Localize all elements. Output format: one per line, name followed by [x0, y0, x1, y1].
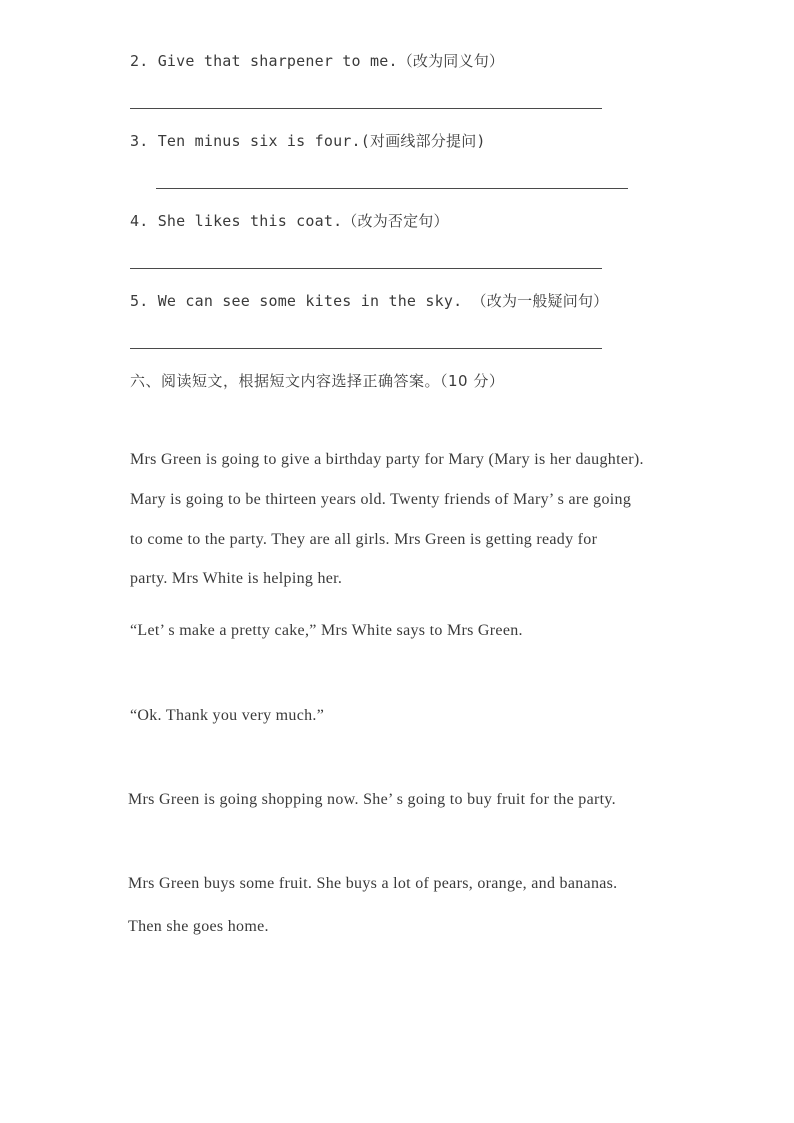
question-2: 2. Give that sharpener to me.（改为同义句） [130, 52, 505, 70]
answer-line-2[interactable] [130, 108, 602, 109]
answer-line-4[interactable] [130, 268, 602, 269]
question-3: 3. Ten minus six is four.(对画线部分提问) [130, 132, 486, 150]
passage-paragraph-3: “Ok. Thank you very much.” [130, 707, 325, 724]
passage-paragraph-1-line-3: to come to the party. They are all girls. Mrs Green is getting ready for [130, 531, 598, 548]
passage-paragraph-5-line-2: Then she goes home. [128, 918, 269, 935]
passage-paragraph-1-line-4: party. Mrs White is helping her. [130, 570, 343, 587]
passage-paragraph-4: Mrs Green is going shopping now. She’ s going to buy fruit for the party. [128, 791, 616, 808]
question-5: 5. We can see some kites in the sky. （改为一般疑问句） [130, 292, 609, 310]
passage-paragraph-1-line-1: Mrs Green is going to give a birthday party for Mary (Mary is her daughter). [130, 451, 644, 468]
section-six-heading: 六、阅读短文，根据短文内容选择正确答案。（10 分） [130, 372, 505, 390]
question-4: 4. She likes this coat.（改为否定句） [130, 212, 449, 230]
passage-paragraph-1-line-2: Mary is going to be thirteen years old. Twenty friends of Mary’ s are going [130, 491, 632, 508]
passage-paragraph-2: “Let’ s make a pretty cake,” Mrs White says to Mrs Green. [130, 622, 523, 639]
answer-line-3[interactable] [156, 188, 628, 189]
answer-line-5[interactable] [130, 348, 602, 349]
passage-paragraph-5-line-1: Mrs Green buys some fruit. She buys a lot of pears, orange, and bananas. [128, 875, 618, 892]
